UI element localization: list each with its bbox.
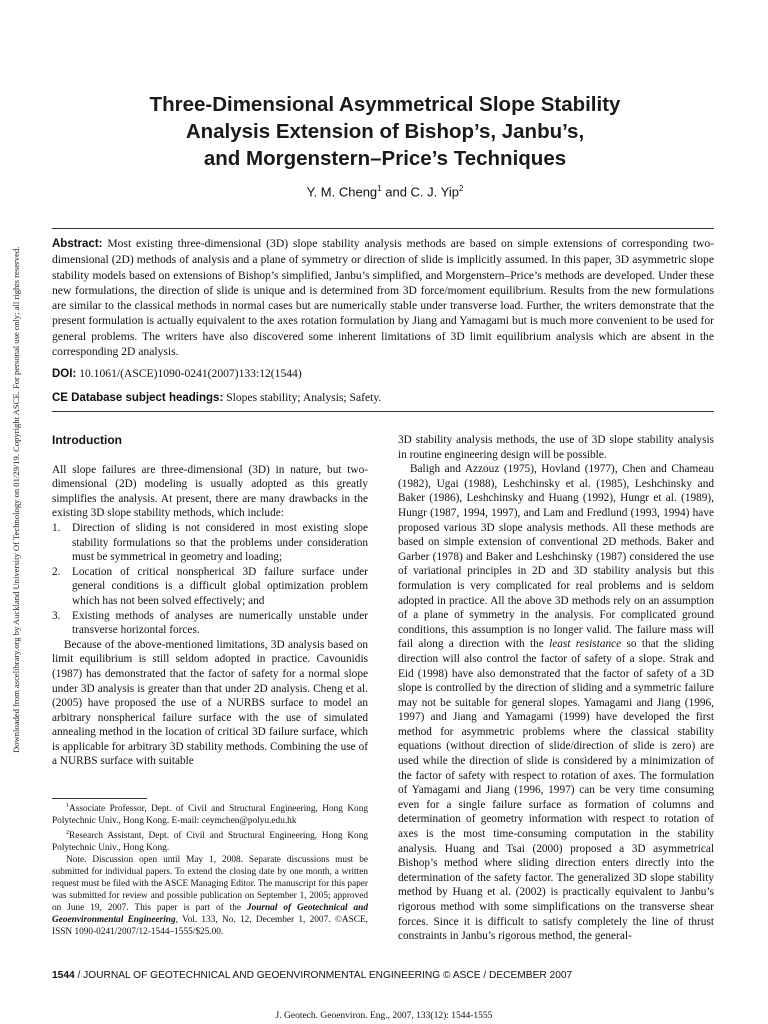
author-list <box>60 181 710 200</box>
page-number: 1544 <box>52 970 75 981</box>
author-2-affiliation-mark: 2 <box>458 184 464 193</box>
footnote-rule <box>52 798 147 799</box>
author-1: Y. M. Cheng <box>306 184 378 200</box>
subject-headings <box>52 390 381 406</box>
title-line-1: Three-Dimensional Asymmetrical Slope Stability <box>149 93 621 116</box>
right-column <box>398 433 714 944</box>
download-notice: Downloaded from ascelibrary.org by Auckland University Of Technology on 01/29/19. Copyright ASCE. For personal use only; all rights reserved. <box>11 246 21 754</box>
subject-headings-value: Slopes stability; Analysis; Safety. <box>226 391 382 404</box>
abstract-text: Most existing three-dimensional (3D) slope stability analysis methods are based on simple extensions of corresponding two-dimensional (2D) methods of analysis and a plane of symmetry or direction of slide is implicitly assumed. In this paper, 3D asymmetric slope stability models based on extensions of Bishop’s simplified, Janbu’s simplified, and Morgenstern–Price’s methods are developed. Under these new formulations, the direction of slide is unique and is determined from 3D force/moment equilibrium. Results from the new formulations are similar to the classical methods in normal cases but are numerically stable under transverse load. Further, the writers demonstrate that the present formulation is actually equivalent to the axes rotation formulation by Jiang and Yamagami but is much more convenient to be used for general problems. The writers have also discovered some inherent limitations of 3D limit equilibrium analysis which are absent in the corresponding 2D analysis. <box>52 237 714 359</box>
list-item: 1. Direction of sliding is not considered in most existing slope stability formulations so that the problems under consideration must be symmetrical in geometry and loading; <box>52 521 368 564</box>
citation-line: J. Geotech. Geoenviron. Eng., 2007, 133(12): 1544-1555 <box>275 1011 493 1021</box>
discussion-note: Note. Discussion open until May 1, 2008. Separate discussions must be submitted for individual papers. To extend the closing date by one month, a written request must be filed with the ASCE Managing Editor. The manuscript for this paper was submitted for review and possible publication on September 1, 2005; approved on June 19, 2007. This paper is part of the Journal of Geotechnical and Geoenvironmental Engineering, Vol. 133, No. 12, December 1, 2007. ©ASCE, ISSN 1090-0241/2007/12-1544–1555/$25.00. <box>52 855 369 938</box>
doi-value[interactable]: 10.1061/(ASCE)1090-0241(2007)133:12(1544) <box>79 367 302 380</box>
abstract <box>52 236 714 359</box>
drawback-list <box>52 521 368 638</box>
journal-footer: / JOURNAL OF GEOTECHNICAL AND GEOENVIRONMENTAL ENGINEERING © ASCE / DECEMBER 2007 <box>74 970 573 981</box>
least-resistance-emphasis: least resistance <box>549 638 622 651</box>
footnotes <box>52 800 368 938</box>
list-item: 3. Existing methods of analyses are numerically unstable under transverse horizontal forces. <box>52 609 368 637</box>
footnote-1: $^1$Associate Professor, Dept. of Civil and Structural Engineering, Hong Kong Polytechnic Univ., Hong Kong. E-mail: ceymchen@polyu.edu.hk <box>52 803 368 827</box>
title-line-3: and Morgenstern–Price’s Techniques <box>203 147 567 170</box>
doi-line <box>52 366 302 382</box>
list-item: 2. Location of critical nonspherical 3D failure surface under general conditions is a difficult global optimization problem which has not been solved effectively; and <box>52 565 368 607</box>
footnote-2: $^2$Research Assistant, Dept. of Civil and Structural Engineering, Hong Kong Polytechnic Univ., Hong Kong. <box>52 830 368 854</box>
abstract-bottom-rule <box>52 411 714 412</box>
author-1-affiliation-mark: 1 <box>377 184 382 193</box>
intro-paragraph-1: All slope failures are three-dimensional (3D) in nature, but two-dimensional (2D) modeling is usually adopted as this greatly simplifies the analysis. At present, there are many drawbacks in the existing 3D slope stability methods, which include: <box>52 463 368 520</box>
right-paragraph-2: Baligh and Azzouz (1975), Hovland (1977), Chen and Chameau (1982), Ugai (1988), Leshchinsky et al. (1985), Leshchinsky and Baker (1986), Leshchinsky and Huang (1992), Hungr et al. (1989), Hungr (1987, 1994, 1997), and Lam and Fredlund (1993, 1994) have proposed various 3D slope analysis methods. All these methods are based on simple extension of conventional 2D methods. Baker and Garber (1978) and Baker and Leshchinsky (1987) considered the use of variational principles in 2D and 3D stability analysis but this formulation is very complicated for real problems and is seldom adopted in practice. All the above 3D methods rely on an assumption of a plane of symmetry in the analysis. For complicated ground conditions, this assumption is no longer valid. The failure mass will fail along a direction with the least resistance so that the sliding direction will also control the factor of safety of a slope. Strak and Eid (1998) have also demonstrated that the factor of safety of a 3D slope is controlled by the direction of sliding and a symmetric failure may not be suitable for general slopes. Yamagami and Jiang (1996, 1997) and Jiang and Yamagami (1999) have developed the first method for asymmetric problems where the classical stability equations (without direction of slide/direction of slide is zero) are used while the direction of slide is considered by a minimization of the factor of safety with respect to rotation of axes. The formulation of Yamagami and Jiang (1996, 1997) can be very time consuming even for a single failure surface as formation of columns and determination of geometry information with respect to rotation of axes is the most time-consuming computation in the stability analysis. Huang and Tsai (2000) proposed a 3D asymmetrical Bishop’s method where sliding direction enters directly into the determination of the safety factor. The generalized 3D slope stability method by Huang et al. (2002) is practically equivalent to Janbu’s rigorous method with some simplifications on the transverse shear forces. Since it is difficult to satisfy completely the line of thrust constraints in Janbu’s rigorous method, the general- <box>398 463 714 943</box>
right-paragraph-1: 3D stability analysis methods, the use of 3D slope stability analysis in routine engineering design will be possible. <box>398 434 714 461</box>
abstract-label: Abstract: <box>52 238 103 250</box>
title-line-2: Analysis Extension of Bishop’s, Janbu’s, <box>185 120 585 143</box>
author-2: C. J. Yip <box>410 184 459 200</box>
section-heading-introduction: Introduction <box>52 433 122 447</box>
subject-headings-label: CE Database subject headings: <box>52 392 224 404</box>
author-separator: and <box>381 184 411 200</box>
journal-name: Journal of Geotechnical and Geoenvironmental Engineering <box>52 903 369 926</box>
left-column <box>52 433 368 769</box>
doi-label: DOI: <box>52 368 77 380</box>
page-footer <box>52 969 572 982</box>
intro-paragraph-2: Because of the above-mentioned limitations, 3D analysis based on limit equilibrium is still seldom adopted in practice. Cavounidis (1987) has demonstrated that the factor of safety for a normal slope under 3D analysis is greater than that under 2D analysis. Cheng et al. (2005) have proposed the use of a NURBS surface to model an arbitrary nonspherical failure surface with the use of simulated annealing method in the location of critical 3D failure surface, which is applicable for arbitrary 3D stability methods. Combining the use of a NURBS surface with suitable <box>52 638 368 768</box>
abstract-top-rule <box>52 228 714 229</box>
paper-title <box>60 91 710 172</box>
